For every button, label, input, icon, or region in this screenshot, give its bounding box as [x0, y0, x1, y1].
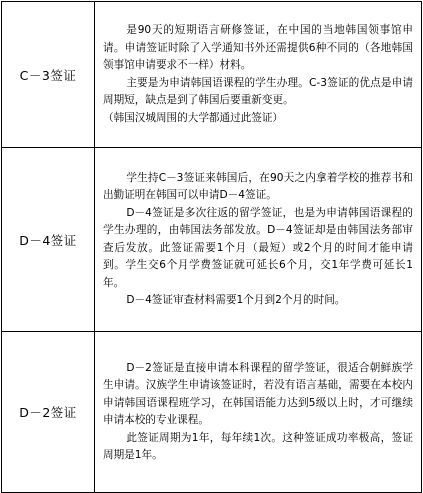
table-row-c3	[2, 2, 422, 148]
description-paragraph: 学生持C－3签证来韩国后，在90天之内拿着学校的推荐书和出勤证明在韩国可以申请D－4签证。	[103, 171, 413, 201]
visa-type-cell: D－2签证	[2, 332, 95, 493]
visa-type-cell: C－3签证	[2, 2, 95, 148]
description-paragraph: D－4签证审查材料需要1个月到2个月的时间。	[126, 294, 346, 306]
visa-type-cell: D－4签证	[2, 148, 95, 332]
table-row-d2	[2, 332, 422, 493]
description-paragraph: 此签证周期为1年，每年续1次。这种签证成功率极高，签证周期是1年。	[103, 431, 413, 461]
visa-description-cell	[95, 2, 422, 148]
description-paragraph: D－4签证是多次往返的留学签证，也是为申请韩国语课程的学生办理的，由韩国法务部发放。D－4签证却是由韩国法务部审查后发放。此签证需要1个月（最短）或2个月的时间才能申请到。学生交6个月学费签证就可延长6个月，交1年学费可延长1年。	[103, 206, 413, 289]
description-paragraph: 主要是为申请韩国语课程的学生办理。C-3签证的优点是申请周期短，缺点是到了韩国后要重新变更。	[103, 76, 413, 106]
description-paragraph: D－2签证是直接申请本科课程的留学签证，很适合朝鲜族学生申请。汉族学生申请该签证时，若没有语言基础，需要在本校内申请韩国语课程班学习，在韩国语能力达到5级以上时，才可继续申请本校的专业课程。	[103, 361, 413, 426]
visa-description-cell	[95, 332, 422, 493]
table-row-d4	[2, 148, 422, 332]
visa-table	[1, 1, 422, 493]
visa-description-cell	[95, 148, 422, 332]
description-paragraph: （韩国汉城周围的大学都通过此签证）	[103, 111, 284, 124]
description-paragraph: 是90天的短期语言研修签证，在中国的当地韩国领事馆申请。申请签证时除了入学通知书外还需提供6种不同的（各地韩国领事馆申请要求不一样）材料。	[103, 24, 413, 71]
